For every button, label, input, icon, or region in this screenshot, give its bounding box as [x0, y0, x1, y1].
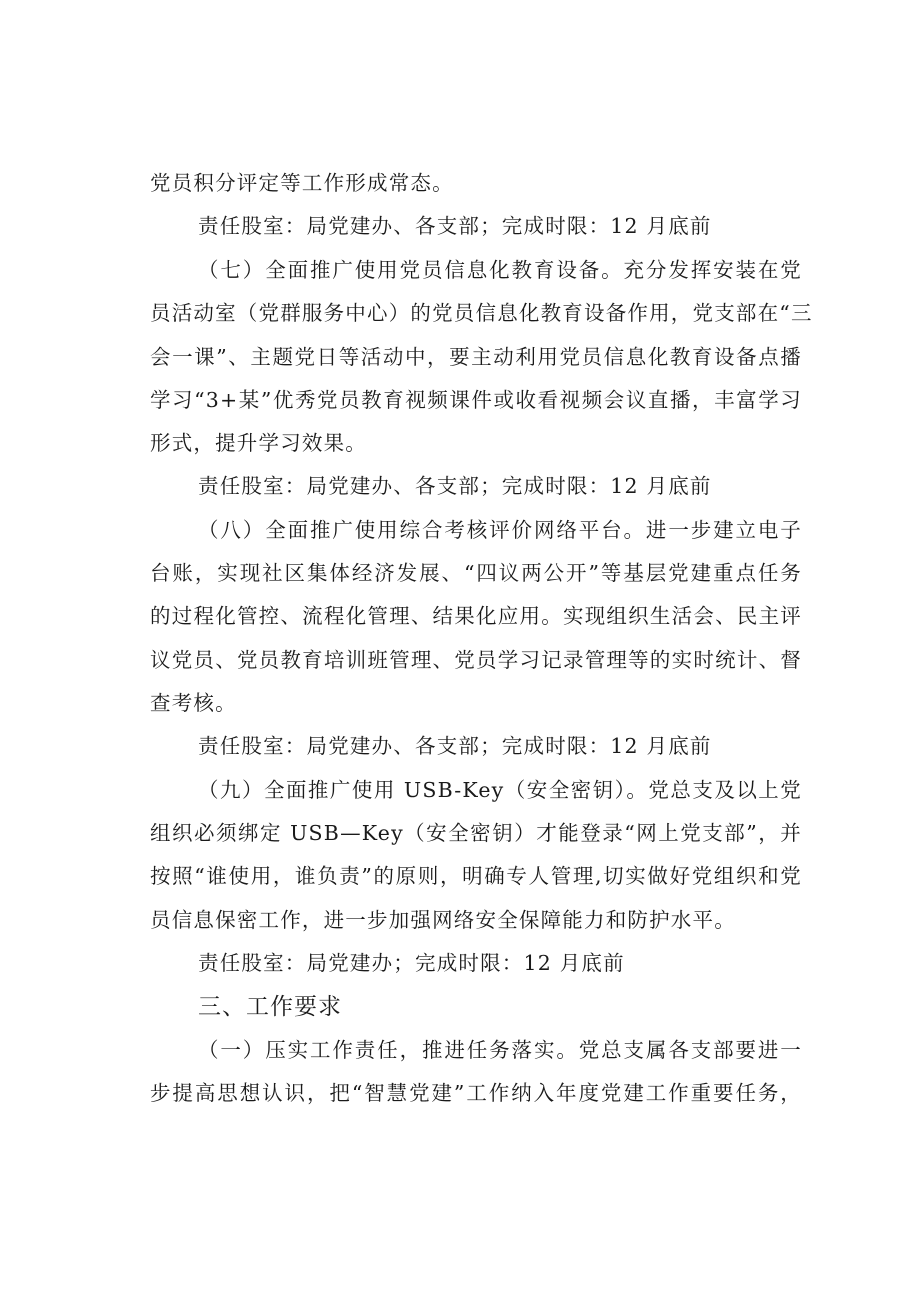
section-heading: 三、工作要求	[198, 994, 342, 1020]
responsibility-line: 责任股室：局党建办、各支部；完成时限：12 月底前	[198, 734, 712, 758]
paragraph-line: 按照“谁使用，谁负责”的原则，明确专人管理,切实做好党组织和党	[150, 864, 802, 888]
paragraph-line: 台账，实现社区集体经济发展、“四议两公开”等基层党建重点任务	[150, 561, 802, 585]
paragraph-line: （七）全面推广使用党员信息化教育设备。充分发挥安装在党	[198, 258, 802, 282]
paragraph-line: 员信息保密工作，进一步加强网络安全保障能力和防护水平。	[150, 908, 736, 932]
paragraph-line: 的过程化管控、流程化管理、结果化应用。实现组织生活会、民主评	[150, 604, 802, 628]
paragraph-line: 党员积分评定等工作形成常态。	[150, 171, 454, 195]
paragraph-line: 形式，提升学习效果。	[150, 431, 367, 455]
paragraph-line: 员活动室（党群服务中心）的党员信息化教育设备作用，党支部在“三	[150, 301, 813, 325]
paragraph-line: 会一课”、主题党日等活动中，要主动利用党员信息化教育设备点播	[150, 345, 802, 369]
responsibility-line: 责任股室：局党建办、各支部；完成时限：12 月底前	[198, 474, 712, 498]
responsibility-line: 责任股室：局党建办；完成时限：12 月底前	[198, 951, 625, 975]
paragraph-line: 议党员、党员教育培训班管理、党员学习记录管理等的实时统计、督	[150, 648, 802, 672]
paragraph-line: 步提高思想认识，把“智慧党建”工作纳入年度党建工作重要任务，	[150, 1081, 802, 1105]
paragraph-line: （一）压实工作责任，推进任务落实。党总支属各支部要进一	[198, 1038, 802, 1062]
paragraph-line: 组织必须绑定 USB—Key（安全密钥）才能登录“网上党支部”，并	[150, 821, 802, 845]
paragraph-line: （八）全面推广使用综合考核评价网络平台。进一步建立电子	[198, 518, 802, 542]
paragraph-line: 查考核。	[150, 691, 237, 715]
paragraph-line: （九）全面推广使用 USB-Key（安全密钥）。党总支及以上党	[198, 778, 802, 802]
paragraph-line: 学习“3+某”优秀党员教育视频课件或收看视频会议直播，丰富学习	[150, 388, 802, 412]
responsibility-line: 责任股室：局党建办、各支部；完成时限：12 月底前	[198, 214, 712, 238]
